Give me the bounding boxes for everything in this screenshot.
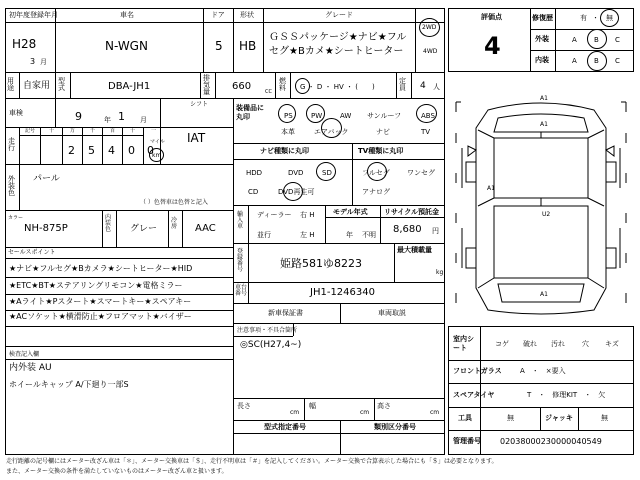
exterior-color: パール	[33, 174, 60, 184]
inspector-label: 検査記入欄	[9, 351, 40, 358]
sales-point-2: ★ETC★BT★ステアリングリモコン★電格ミラー	[9, 281, 183, 290]
tools-value: 無	[507, 414, 514, 422]
recycle-amount: 8,680	[393, 224, 422, 235]
length-label: 長さ	[237, 402, 251, 410]
mileage-unit-5: 十	[130, 128, 136, 134]
mileage-unit-6: 一	[151, 128, 157, 134]
class-label: 類別区分番号	[374, 423, 416, 431]
glass-label: フロントガラス	[453, 367, 502, 375]
km-label: km	[152, 152, 162, 159]
shift: IAT	[187, 131, 206, 145]
capacity-label: 定員	[399, 77, 406, 92]
import-dealer: ディーラー	[257, 211, 292, 219]
manual-label: 車両取説	[378, 309, 406, 317]
equip-navi: ナビ	[376, 128, 390, 136]
mileage-digit-3: 0	[128, 144, 135, 157]
seat-item-4: キズ	[605, 340, 619, 348]
vin-number: JH1-1246340	[310, 287, 375, 298]
repair-label: 修復歴	[532, 14, 553, 22]
ac-label: 冷房	[171, 217, 178, 230]
color-code-label: カラー	[8, 215, 24, 221]
management-label: 管理番号	[453, 437, 481, 445]
height-unit: cm	[430, 409, 440, 416]
tv-fullseg: フルセグ	[362, 169, 390, 177]
inspection-year-unit: 年	[104, 116, 111, 124]
car-name-label: 車名	[120, 11, 134, 19]
notes-label: 注意事項・不具合箇所	[237, 327, 298, 334]
ac: AAC	[195, 223, 216, 234]
import-parallel: 並行	[257, 231, 271, 239]
model-year-unit: 年	[346, 231, 353, 239]
sales-point-4: ★ACソケット★横滑防止★フロアマット★バイザー	[9, 312, 192, 321]
width-label: 幅	[309, 402, 316, 410]
sales-points-label: セールスポイント	[8, 249, 56, 256]
navi-dvd-play: DVD再生可	[278, 188, 315, 196]
mileage-digit-2: 4	[108, 144, 115, 157]
diagram-label-hood: A1	[540, 121, 548, 128]
spare-label: スペアタイヤ	[453, 391, 495, 399]
int-grade-b-circle	[587, 51, 607, 71]
drive-2wd-circle	[419, 18, 440, 37]
use: 自家用	[23, 81, 51, 91]
fuel-g-circle	[295, 78, 310, 94]
seat-item-2: 汚れ	[551, 340, 565, 348]
interior-grade-label: 内装	[535, 56, 549, 64]
seat-item-3: 穴	[582, 340, 589, 348]
inspection-month-unit: 月	[140, 116, 147, 124]
diagram-label-roof: U2	[542, 211, 551, 218]
equip-abs: ABS	[421, 112, 435, 120]
mileage-unit-1: 十	[49, 128, 55, 134]
load-unit: kg	[436, 269, 444, 276]
mileage-label: 走行	[8, 137, 15, 152]
import-left: 左 H	[300, 231, 315, 239]
recycle-label: リサイクル預託金	[384, 208, 440, 216]
import-right: 右 H	[300, 211, 315, 219]
equip-sunroof: サンルーフ	[367, 112, 402, 120]
tv-oneseg: ワンセグ	[407, 169, 435, 177]
tv-analog: アナログ	[362, 188, 390, 196]
grade-label: グレード	[325, 11, 353, 19]
capacity: 4	[420, 81, 426, 91]
equip-tv: TV	[421, 128, 431, 136]
drive-2wd: 2WD	[422, 24, 437, 31]
sales-point-1: ★ナビ★フルセグ★Bカメラ★シートヒーター★HID	[9, 264, 193, 273]
inspection-year: 9	[75, 110, 82, 123]
grade-line2: セグ★Bカメ★シートヒーター	[269, 46, 404, 57]
sales-point-3: ★Aライト★Pスタート★スマートキー★スペアキー	[9, 297, 192, 306]
score-label: 評価点	[481, 13, 502, 21]
diagram-label-front: A1	[540, 95, 548, 102]
width-unit: cm	[360, 409, 370, 416]
model-label: 型式	[58, 77, 65, 92]
vin-label: 車台番号	[235, 284, 248, 297]
score: 4	[484, 32, 501, 60]
equipment-label: 装備品に丸印	[236, 104, 264, 121]
diagram-label-left: A1	[487, 185, 495, 192]
ext-grade-c: C	[615, 36, 620, 44]
seats-label: 室内シート	[453, 335, 474, 352]
seat-item-0: コゲ	[495, 340, 509, 348]
mileage-unit-3: 千	[90, 128, 96, 134]
jack-label: ジャッキ	[545, 414, 573, 422]
footer-line-2: また、メーター交換の条件を満たしていないものはメーター改ざん車と扱います。	[6, 468, 228, 475]
equip-airbag-circle	[321, 118, 342, 138]
recycle-unit: 円	[432, 227, 439, 235]
navi-cd: CD	[248, 188, 259, 196]
tools-label: 工具	[458, 414, 472, 422]
fuel-options: G ・ D ・ HV ・ ( )	[300, 83, 375, 91]
shift-label: シフト	[190, 101, 209, 108]
equip-ps-circle	[278, 104, 296, 123]
color-code: NH-875P	[24, 223, 68, 234]
load-label: 最大積載量	[397, 246, 432, 254]
exterior-label: 外装色	[8, 175, 15, 197]
km-circle	[149, 148, 164, 162]
equip-pw-circle	[306, 104, 325, 123]
jack-value: 無	[601, 414, 608, 422]
equip-navi-circle	[368, 118, 390, 138]
mileage-unit-2: 万	[70, 128, 76, 134]
exterior-grade-label: 外装	[535, 35, 549, 43]
inspector-line-2: ホイールキャップ A/下廻り一部S	[9, 380, 129, 389]
doors: 5	[215, 39, 223, 53]
repair-dot: ・	[592, 14, 599, 22]
equip-ps: PS	[284, 112, 293, 120]
registration-number: 姫路581ゆ8223	[280, 257, 362, 270]
navi-sd-circle	[316, 162, 336, 181]
model: DBA-JH1	[108, 81, 151, 92]
int-grade-b: B	[594, 57, 599, 65]
import-label: 輸入車	[237, 211, 244, 230]
mileage-digit-1: 5	[88, 144, 95, 157]
navi-dvd-play-circle	[283, 182, 303, 201]
displacement: 660	[232, 81, 252, 92]
first-reg-label: 初年度登録年月	[9, 11, 58, 19]
cc-unit: CC	[265, 89, 272, 95]
repair-yes: 有	[580, 14, 587, 22]
ext-grade-b-circle	[587, 29, 607, 49]
equip-aw: AW	[340, 112, 352, 120]
navi-label: ナビ種類に丸印	[260, 147, 309, 155]
int-grade-c: C	[615, 57, 620, 65]
repair-no: 無	[606, 14, 613, 22]
model-year-unknown: 不明	[362, 231, 376, 239]
shape: HB	[239, 39, 257, 53]
management-number: 02038000230000040549	[500, 437, 602, 446]
equip-airbag: エアバック	[314, 128, 349, 136]
displacement-label: 排気量	[203, 74, 210, 96]
mile-label: マイル	[150, 139, 165, 145]
notes-text: ◎SC(H27,4~)	[240, 340, 302, 350]
use-label: 用途	[7, 77, 14, 92]
navi-dvd: DVD	[288, 169, 304, 177]
navi-hdd: HDD	[246, 169, 263, 177]
navi-sd: SD	[322, 169, 332, 177]
seat-item-1: 破れ	[523, 340, 537, 348]
glass-values: A ・ ×要入	[520, 367, 566, 375]
interior-color-label: 内装色	[105, 214, 112, 233]
equip-leather: 本革	[281, 128, 295, 136]
grade-line1: ＧＳＳパッケージ★ナビ★フル	[269, 32, 407, 43]
shape-label: 形状	[240, 11, 254, 19]
first-reg-month-unit: 月	[40, 58, 47, 66]
spare-values: T ・ 修理KIT ・ 欠	[527, 391, 606, 399]
int-grade-a: A	[572, 57, 577, 65]
inspection-month: 1	[118, 110, 125, 123]
mileage-unit-0: 記号	[25, 128, 36, 134]
diagram-label-rear: A1	[540, 291, 548, 298]
fuel-label: 燃料	[279, 77, 286, 92]
mileage-digit-4: 0	[147, 144, 154, 157]
type-label: 型式指定番号	[264, 423, 306, 431]
inspector-line-1: 内外装 AU	[9, 363, 52, 373]
equip-pw: PW	[311, 112, 323, 120]
interior-color: グレー	[130, 224, 158, 234]
mileage-digit-0: 2	[68, 144, 75, 157]
car-name: N-WGN	[105, 39, 148, 53]
equip-abs-circle	[416, 104, 437, 123]
tv-fullseg-circle	[367, 162, 387, 181]
registration-label: 登録番号	[237, 248, 244, 273]
drive-4wd: 4WD	[423, 48, 438, 55]
height-label: 高さ	[377, 402, 391, 410]
inspection-label: 車検	[9, 109, 23, 117]
first-reg-month: 3	[30, 57, 36, 66]
exterior-note: （ ）色替車は色替と記入	[140, 199, 208, 206]
capacity-unit: 人	[433, 83, 440, 91]
ext-grade-b: B	[594, 36, 599, 44]
ext-grade-a: A	[572, 36, 577, 44]
model-year-label: モデル年式	[333, 208, 368, 216]
repair-no-circle	[600, 9, 619, 27]
first-reg-year: H28	[12, 37, 37, 51]
warranty-label: 新車保証書	[268, 309, 303, 317]
length-unit: cm	[290, 409, 300, 416]
doors-label: ドア	[211, 11, 225, 19]
mileage-unit-4: 百	[110, 128, 116, 134]
footer-line-1: 走行距離の記号欄にはメーター改ざん車は「＊」、メーター交換車は「＄」、走行不明車は「＃」を記入してください。メーター交換で合算表示した場合にも「＄」は必要となります。	[6, 458, 498, 465]
tv-label: TV種類に丸印	[358, 147, 404, 155]
